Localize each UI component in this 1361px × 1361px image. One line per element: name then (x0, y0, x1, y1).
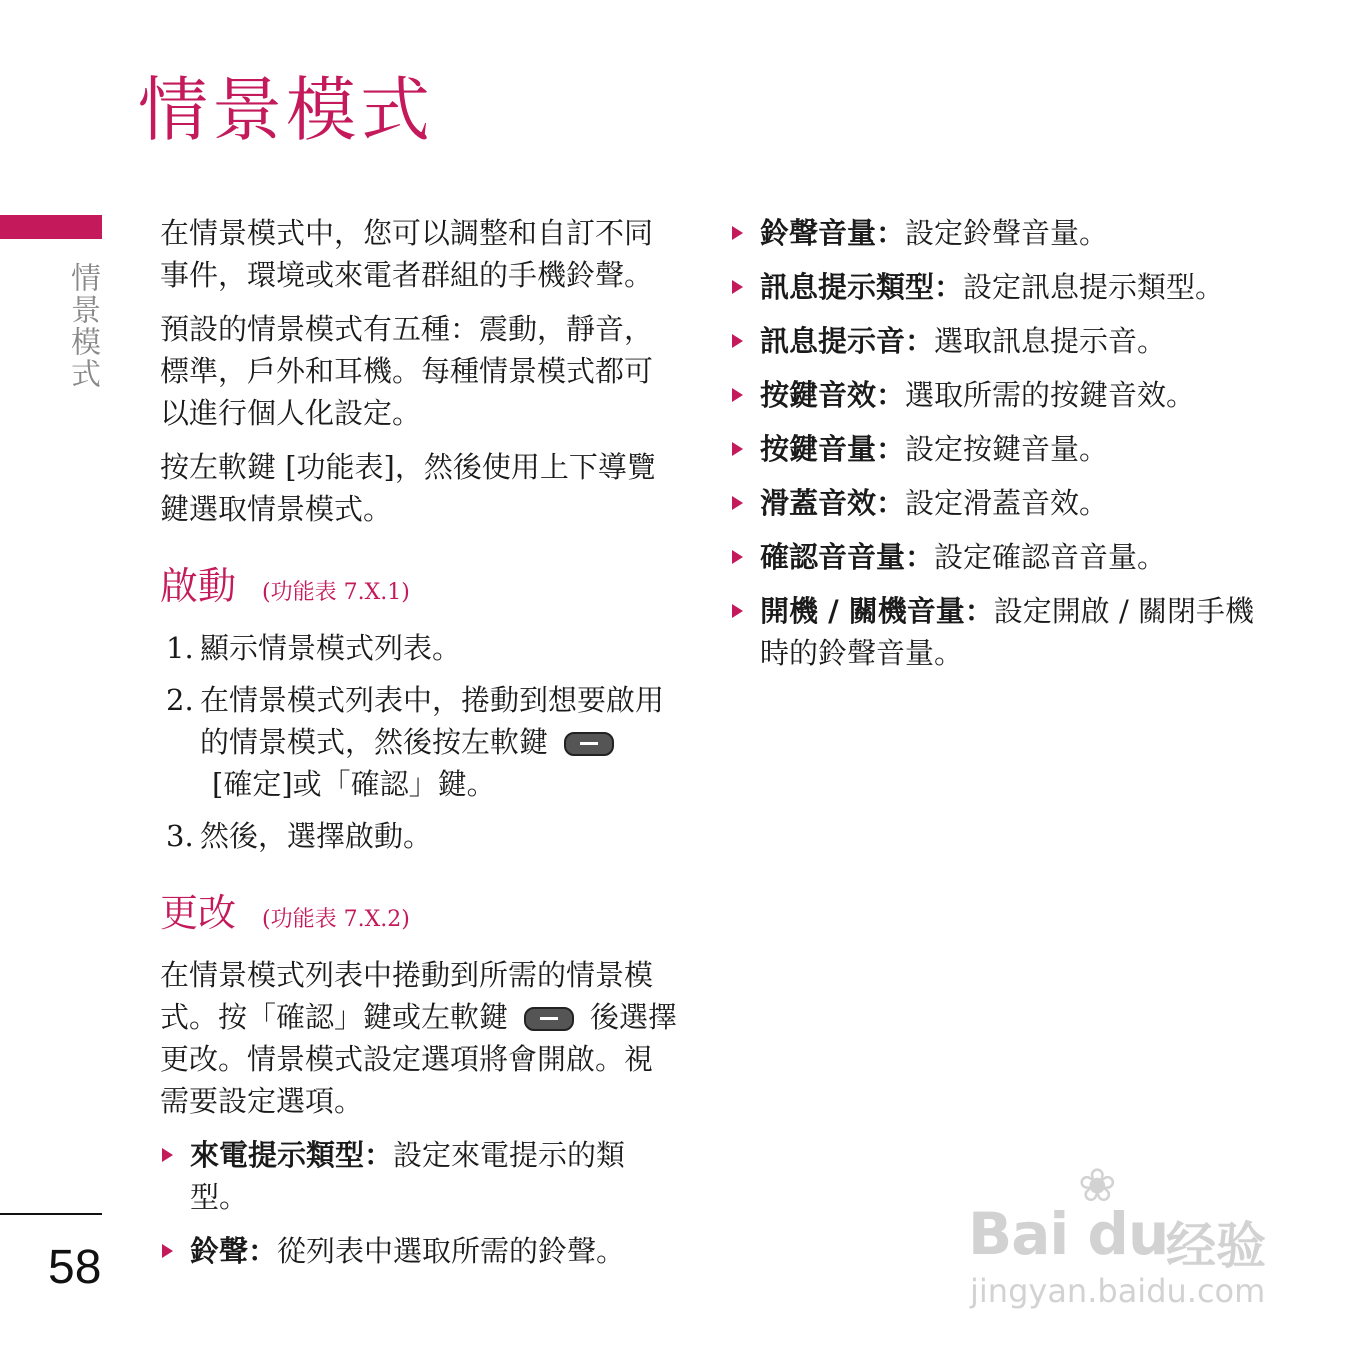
step-item (160, 815, 680, 857)
option-item (730, 320, 1270, 362)
intro-paragraph: 在情景模式中，您可以調整和自訂不同事件，環境或來電者群組的手機鈴聲。 (160, 216, 654, 292)
option-term: 按鍵音效： (760, 378, 906, 412)
option-term: 確認音音量： (760, 540, 935, 574)
modify-heading (160, 889, 680, 944)
option-desc: 設定鈴聲音量。 (905, 216, 1109, 250)
watermark-url: jingyan.baidu.com (970, 1272, 1266, 1310)
step-number: 2. (166, 683, 194, 717)
modify-paragraph (160, 954, 680, 1122)
left-column (160, 212, 680, 1284)
bullet-triangle-icon (162, 1244, 173, 1258)
bullet-triangle-icon (732, 604, 743, 618)
option-term: 鈴聲音量： (760, 216, 906, 250)
step-item (160, 679, 680, 805)
option-term: 開機 / 關機音量： (760, 594, 994, 628)
option-term: 鈴聲： (190, 1234, 278, 1268)
option-term: 滑蓋音效： (760, 486, 906, 520)
option-desc: 設定滑蓋音效。 (905, 486, 1109, 520)
modify-heading-text: 更改 (160, 891, 237, 935)
watermark-brand-cn: 经验 (1166, 1217, 1266, 1275)
right-column (730, 212, 1270, 686)
step-text-continued: [確定]或「確認」鍵。 (212, 767, 496, 801)
option-desc: 設定確認音音量。 (934, 540, 1167, 574)
option-desc: 設定來電提示的類型。 (190, 1138, 626, 1214)
side-accent-bar (0, 215, 102, 239)
modify-menu-ref: (功能表 7.X.2) (262, 907, 410, 932)
activate-heading (160, 562, 680, 617)
bullet-triangle-icon (732, 334, 743, 348)
step-text: 然後，選擇啟動。 (200, 819, 433, 853)
option-item (730, 212, 1270, 254)
bullet-triangle-icon (732, 388, 743, 402)
page-title: 情景模式 (138, 69, 434, 151)
page-number-rule (0, 1213, 102, 1215)
option-term: 訊息提示音： (760, 324, 935, 358)
page-number: 58 (48, 1241, 102, 1294)
left-softkey-icon (524, 1007, 574, 1031)
option-term: 訊息提示類型： (760, 270, 964, 304)
activate-menu-ref: (功能表 7.X.1) (262, 580, 410, 605)
option-desc: 從列表中選取所需的鈴聲。 (277, 1234, 626, 1268)
option-item (730, 266, 1270, 308)
option-item (730, 374, 1270, 416)
side-section-label: 情景模式 (65, 262, 100, 390)
bullet-triangle-icon (732, 550, 743, 564)
bullet-triangle-icon (732, 280, 743, 294)
step-text: 在情景模式列表中，捲動到想要啟用的情景模式，然後按左軟鍵 (200, 683, 665, 759)
option-item (730, 590, 1270, 674)
option-desc: 設定訊息提示類型。 (963, 270, 1225, 304)
bullet-triangle-icon (732, 226, 743, 240)
option-item (730, 536, 1270, 578)
activate-heading-text: 啟動 (160, 564, 237, 608)
option-term: 按鍵音量： (760, 432, 906, 466)
bullet-triangle-icon (732, 496, 743, 510)
option-item (730, 482, 1270, 524)
bullet-triangle-icon (162, 1148, 173, 1162)
baidu-watermark (968, 1160, 1288, 1310)
option-desc: 選取訊息提示音。 (934, 324, 1167, 358)
left-softkey-icon (564, 732, 614, 756)
option-desc: 選取所需的按鍵音效。 (905, 378, 1196, 412)
option-item (160, 1230, 680, 1272)
bullet-triangle-icon (732, 442, 743, 456)
option-desc: 設定按鍵音量。 (905, 432, 1109, 466)
option-desc: 設定開啟 / 關閉手機時的鈴聲音量。 (760, 594, 1255, 670)
paw-icon: ❀ (1078, 1158, 1117, 1212)
modify-text-before: 在情景模式列表中捲動到所需的情景模式。按「確認」鍵或左軟鍵 (160, 958, 654, 1034)
step-number: 3. (166, 819, 194, 853)
option-item (160, 1134, 680, 1218)
step-item (160, 627, 680, 669)
step-text: 顯示情景模式列表。 (200, 631, 462, 665)
option-item (730, 428, 1270, 470)
option-term: 來電提示類型： (190, 1138, 394, 1172)
modify-text-after: 後選擇更改。情景模式設定選項將會開啟。視需要設定選項。 (160, 1000, 678, 1118)
intro-paragraph: 按左軟鍵 [功能表]，然後使用上下導覽鍵選取情景模式。 (160, 450, 656, 526)
intro-paragraph: 預設的情景模式有五種：震動，靜音，標準，戶外和耳機。每種情景模式都可以進行個人化設定。 (160, 312, 654, 430)
watermark-brand: Bai du (968, 1200, 1169, 1268)
step-number: 1. (166, 631, 194, 665)
